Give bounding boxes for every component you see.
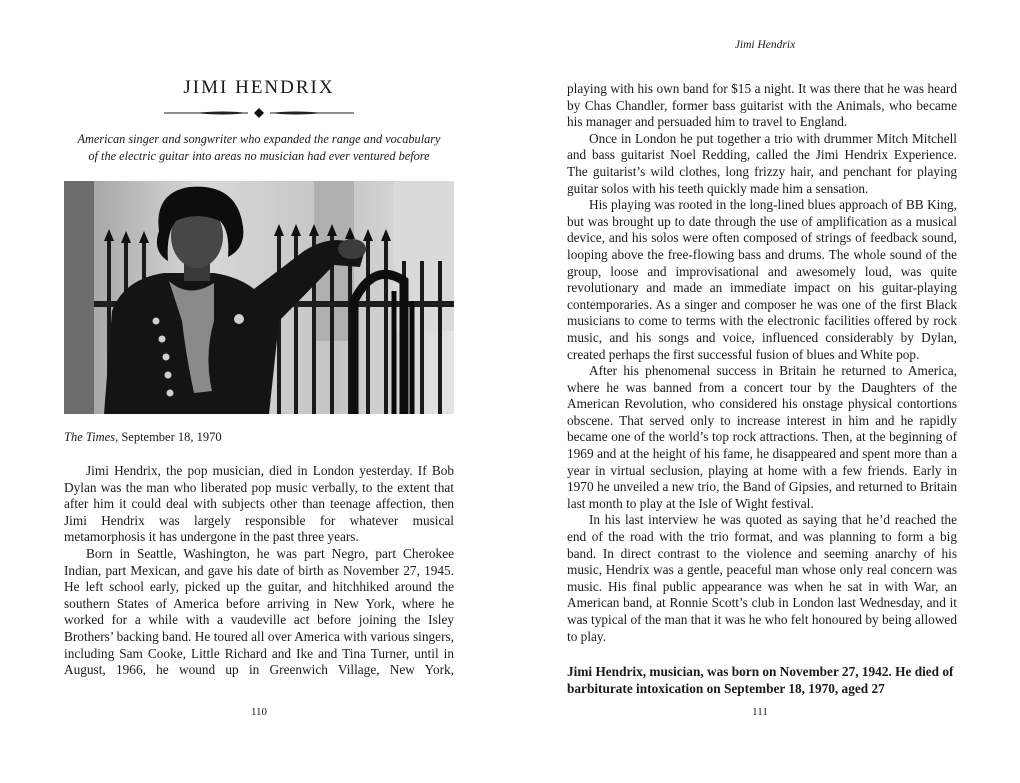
right-body-text [567, 81, 957, 645]
running-head: Jimi Hendrix [734, 39, 796, 51]
paragraph: playing with his own band for $15 a night. It was there that he was heard by Chas Chandler, former bass guitarist with the Animals, who became his manager and persuaded him to travel to England. [567, 81, 957, 130]
title-ornament [164, 107, 354, 119]
right-page [510, 0, 1020, 783]
source-date: , September 18, 1970 [115, 430, 222, 444]
portrait-photo-illustration [64, 181, 454, 414]
paragraph: Born in Seattle, Washington, he was part Negro, part Cherokee Indian, part Mexican, and gave his date of birth as November 27, 1945. He left school early, picked up the guitar, and hitchhiked around the southern States of America before arriving in New York, where he worked for a while with a vaudeville act before joining the Isley Brothers’ backing band. He toured all over America with various singers, including Sam Cooke, Little Richard and Ike and Tina Turner, until in August, 1966, he wound up in Greenwich Village, New York, [64, 545, 454, 678]
left-body-text [64, 463, 454, 679]
paragraph: In his last interview he was quoted as saying that he’d reached the end of the road with the trio format, and was planning to form a big band. In direct contrast to the violence and seeming anarchy of his music, Hendrix was a gentle, peaceful man whose only real concern was music. His final public appearance was when he sat in with War, an American band, at Ronnie Scott’s club in London last Wednesday, and it was typical of the man that it was he who felt honoured by being allowed to play. [567, 512, 957, 644]
paragraph: After his phenomenal success in Britain he returned to America, where he was banned from a concert tour by the Daughters of the American Revolution, who considered his onstage physical contortions obscene. That served only to increase interest in him and he rapidly became one of the world’s top rock attractions. Then, at the beginning of 1969 and at the height of his fame, he disappeared and spent more than a year in virtual seclusion, playing at home with a few friends. Early in 1970 he unveiled a new trio, the Band of Gipsies, and returned to Britain last month to play at the Isle of Wight festival. [567, 363, 957, 511]
subtitle-line-1: American singer and songwriter who expanded the range and vocabulary [77, 132, 441, 146]
source-publication: The Times [64, 430, 116, 444]
page-title: JIMI HENDRIX [183, 77, 335, 98]
source-citation [64, 430, 222, 445]
portrait-photo [64, 181, 454, 414]
subtitle-line-2: of the electric guitar into areas no musician had ever ventured before [88, 149, 430, 163]
bio-line: Jimi Hendrix, musician, was born on November 27, 1942. He died of barbiturate intoxication on September 18, 1970, aged 27 [567, 664, 954, 696]
paragraph: His playing was rooted in the long-lined blues approach of BB King, but was brought up to date through the use of amplification as a musical device, and his solos were often composed of strings of feedback sound, looping above the free-flowing bass and drums. The whole sound of the group, loose and improvisational and awesomely loud, was quite revolutionary and made an immediate impact on his guitar-playing contemporaries. As a singer and composer he was one of the first Black musicians to come to terms with the electronic facilities offered by rock music, and his songs and voice, influenced considerably by Dylan, created perhaps the first successful fusion of blues and White pop. [567, 197, 957, 362]
subtitle [64, 131, 454, 165]
page-number: 111 [752, 706, 768, 718]
paragraph: Jimi Hendrix, the pop musician, died in London yesterday. If Bob Dylan was the man who liberated pop music verbally, to the extent that after him it could deal with subjects other than teenage affection, then Jimi Hendrix was largely responsible for whatever musical metamorphosis it has undergone in the past three years. [64, 463, 454, 545]
page-number: 110 [250, 706, 268, 718]
paragraph: Once in London he put together a trio with drummer Mitch Mitchell and bass guitarist Noel Redding, called the Jimi Hendrix Experience. The guitarist’s wild clothes, long frizzy hair, and penchant for playing guitar solos with his teeth quickly made him a sensation. [567, 130, 957, 196]
